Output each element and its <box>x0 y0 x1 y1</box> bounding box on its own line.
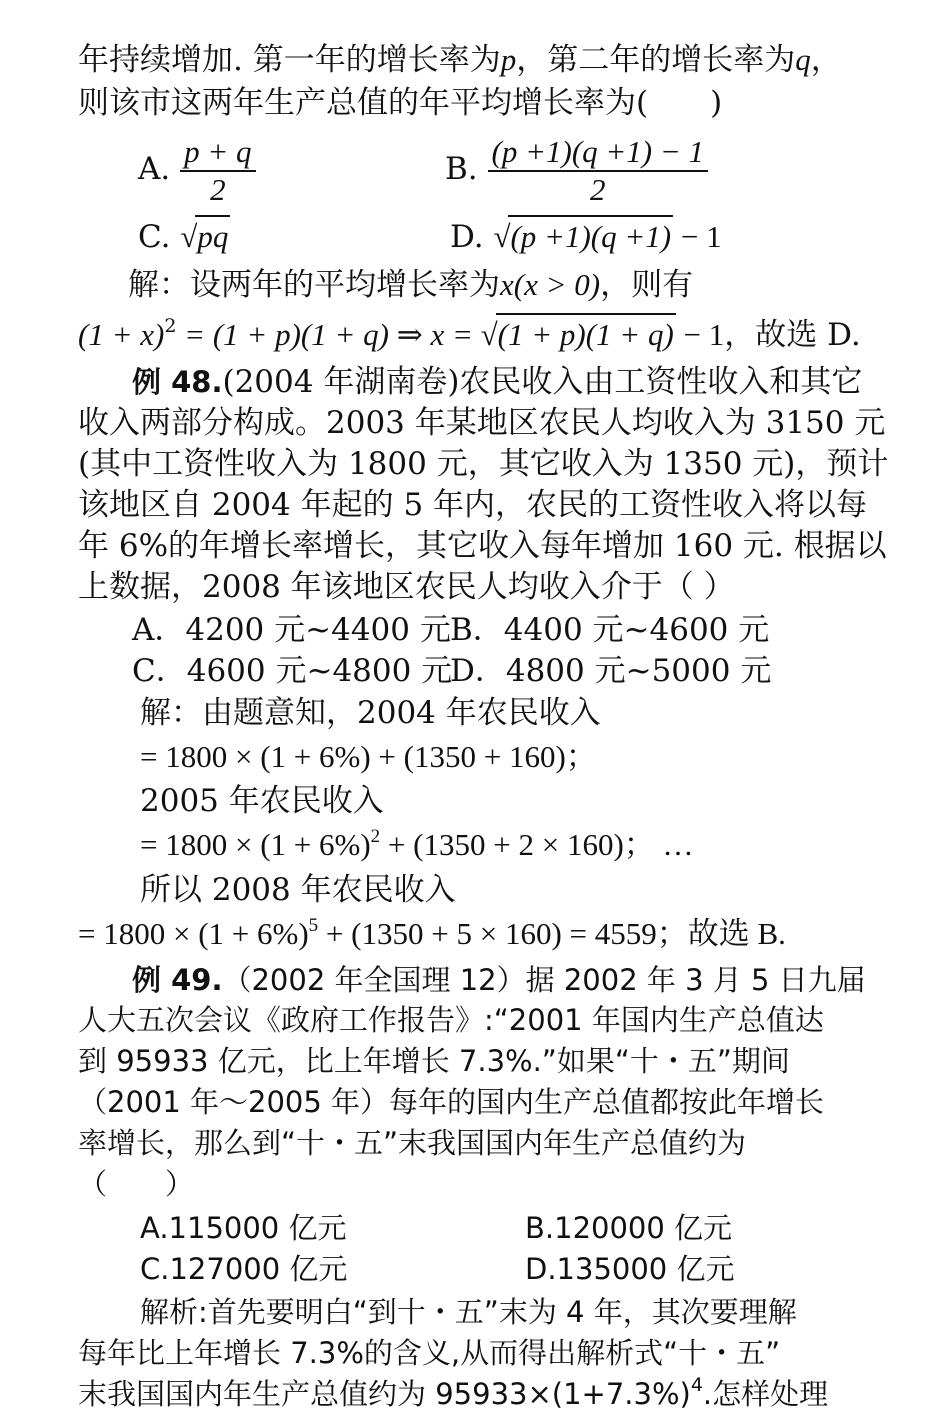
q49-line3: 到 95933 亿元，比上年增长 7.3%.”如果“十・五”期间 <box>78 1044 790 1078</box>
q49-option-a: A.115000 亿元 <box>140 1211 347 1245</box>
var-p: p <box>500 42 517 77</box>
q49-solution-line1: 解析:首先要明白“到十・五”末为 4 年，其次要理解 <box>140 1295 797 1329</box>
option-label: C. <box>138 219 171 255</box>
q48-line3: (其中工资性收入为 1800 元，其它收入为 1350 元)，预计 <box>78 446 889 482</box>
radicand: (1 + p)(1 + q) <box>496 313 676 355</box>
q47-text: 年持续增加. 第一年的增长率为 <box>78 42 501 78</box>
q47-option-d <box>450 215 722 257</box>
math-expr: = 1800 × (1 + 6%) <box>78 916 309 951</box>
math-expr: + (1350 + 2 × 160)； … <box>380 827 694 862</box>
q49-line6: （ ） <box>78 1167 195 1201</box>
q48-line6: 上数据，2008 年该地区农民人均收入介于（ ） <box>78 569 735 605</box>
solution-text: 末我国国内年生产总值约为 95933×(1+7.3%) <box>78 1377 691 1411</box>
exponent: 2 <box>164 315 177 337</box>
denominator: 2 <box>210 171 226 207</box>
sqrt-expression: √pq <box>180 215 230 257</box>
example-number: 例 49. <box>132 963 223 997</box>
q48-solution-line5: 所以 2008 年农民收入 <box>140 872 456 908</box>
numerator: p + q <box>180 134 255 172</box>
sqrt-expression: √(1 + p)(1 + q) <box>481 313 676 355</box>
numerator: (p +1)(q +1) − 1 <box>488 134 709 172</box>
radicand: pq <box>195 215 230 257</box>
q47-option-c <box>138 215 230 257</box>
example-number: 例 48. <box>132 365 223 399</box>
q49-solution-line3 <box>78 1374 828 1414</box>
q49-line4: （2001 年～2005 年）每年的国内生产总值都按此年增长 <box>78 1085 825 1119</box>
q49-line5: 率增长，那么到“十・五”末我国国内年生产总值约为 <box>78 1126 747 1160</box>
q48-option-d: D．4800 元~5000 元 <box>450 653 772 689</box>
q48-solution-line1: 解：由题意知，2004 年农民收入 <box>140 695 601 731</box>
q49-option-d: D.135000 亿元 <box>525 1252 735 1286</box>
exponent: 2 <box>370 826 381 847</box>
fraction <box>488 134 709 208</box>
math-tail: − 1 <box>673 219 722 254</box>
math-expr: = (1 + p)(1 + q) ⇒ x = <box>176 317 481 352</box>
exponent: 5 <box>308 915 319 936</box>
q49-line1 <box>132 960 866 1000</box>
exponent: 4 <box>690 1374 703 1396</box>
math-tail: − 1 <box>675 317 725 352</box>
q48-solution-line6 <box>78 914 786 954</box>
fraction <box>180 134 255 208</box>
radicand: (p +1)(q +1) <box>508 215 673 257</box>
q48-line1 <box>132 362 862 402</box>
option-label: B. <box>445 151 478 187</box>
q48-line5: 年 6%的年增长率增长，其它收入每年增加 160 元. 根据以 <box>78 528 887 564</box>
solution-text: ，则有 <box>600 267 694 303</box>
math-var: x(x > 0) <box>500 267 601 302</box>
q49-solution-line2: 每年比上年增长 7.3%的含义,从而得出解析式“十・五” <box>78 1336 781 1370</box>
denominator: 2 <box>590 171 606 207</box>
q48-line2: 收入两部分构成。2003 年某地区农民人均收入为 3150 元 <box>78 405 886 441</box>
var-q: q <box>795 42 811 77</box>
solution-text: 解：设两年的平均增长率为 <box>128 267 500 303</box>
math-expr: + (1350 + 5 × 160) = 4559；故选 B. <box>318 916 786 951</box>
q48-solution-line4 <box>140 825 694 865</box>
q47-line2: 则该市这两年生产总值的年平均增长率为( ) <box>78 85 723 121</box>
q47-option-a <box>138 132 256 208</box>
q48-solution-line3: 2005 年农民收入 <box>140 783 384 819</box>
sqrt-expression: √(p +1)(q +1) <box>493 215 673 257</box>
solution-text: ，故选 D. <box>724 317 861 353</box>
question-text: （2002 年全国理 12）据 2002 年 3 月 5 日九届 <box>222 963 866 997</box>
q47-line1 <box>78 40 842 80</box>
q47-text: ，第二年的增长率为 <box>516 42 796 78</box>
q48-option-c: C．4600 元~4800 元 <box>132 653 453 689</box>
q48-option-b: B．4400 元~4600 元 <box>450 612 770 648</box>
math-expr: (1 + x) <box>78 317 165 352</box>
q49-line2: 人大五次会议《政府工作报告》:“2001 年国内生产总值达 <box>78 1003 824 1037</box>
math-expr: = 1800 × (1 + 6%) <box>140 827 371 862</box>
option-label: A. <box>138 151 171 187</box>
q47-solution-line1 <box>128 265 693 305</box>
q49-option-b: B.120000 亿元 <box>525 1211 733 1245</box>
q48-option-a: A．4200 元~4400 元 <box>132 612 451 648</box>
solution-text: .怎样处理 <box>702 1377 829 1411</box>
q48-solution-line2: = 1800 × (1 + 6%) + (1350 + 160)； <box>140 739 597 774</box>
q47-option-b <box>445 132 708 208</box>
q47-solution-line2 <box>78 313 861 355</box>
q48-line4: 该地区自 2004 年起的 5 年内，农民的工资性收入将以每 <box>78 487 868 523</box>
q49-option-c: C.127000 亿元 <box>140 1252 348 1286</box>
q47-text: ， <box>810 42 842 78</box>
option-label: D. <box>450 219 484 255</box>
question-text: (2004 年湖南卷)农民收入由工资性收入和其它 <box>222 364 863 400</box>
